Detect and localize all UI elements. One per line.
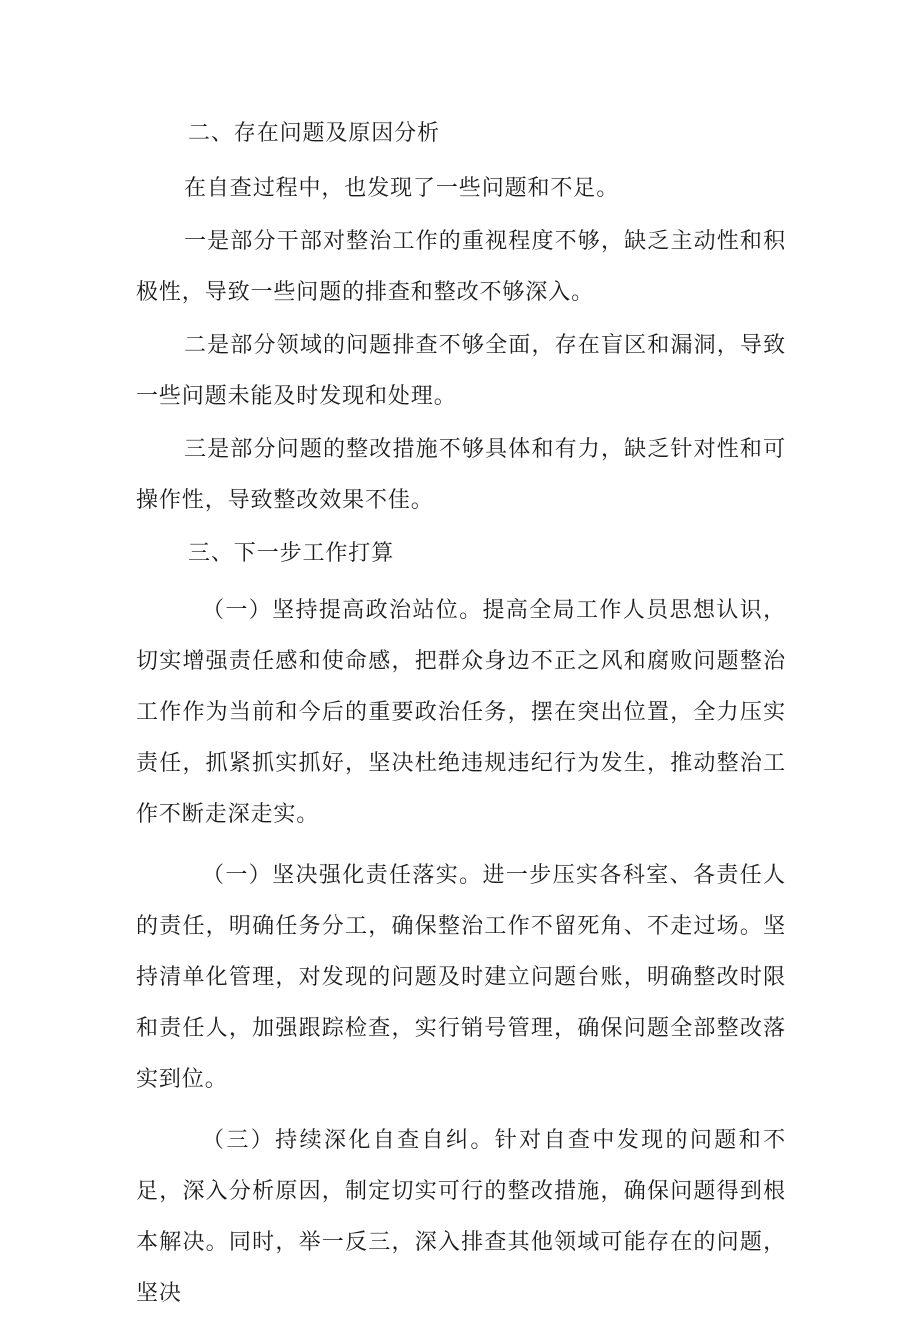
paragraph-plan-item-3: （三）持续深化自查自纠。针对自查中发现的问题和不足，深入分析原因，制定切实可行的整改措施，确保问题得到根本解决。同时，举一反三，深入排查其他领域可能存在的问题，坚决 — [136, 1128, 786, 1306]
paragraph-plan-item-2: （一）坚决强化责任落实。进一步压实各科室、各责任人的责任，明确任务分工，确保整治工作不留死角、不走过场。坚持清单化管理，对发现的问题及时建立问题台账，明确整改时限和责任人，加强跟踪检查，实行销号管理，确保问题全部整改落实到位。 — [136, 863, 786, 1092]
paragraph-plan-item-1: （一）坚持提高政治站位。提高全局工作人员思想认识，切实增强责任感和使命感，把群众身边不正之风和腐败问题整治工作作为当前和今后的重要政治任务，摆在突出位置，全力压实责任，抓紧抓实抓好，坚决杜绝违规违纪行为发生，推动整治工作不断走深走实。 — [136, 598, 786, 827]
document-page — [136, 108, 786, 1319]
section-heading-problems: 二、存在问题及原因分析 — [188, 121, 440, 146]
section-heading-next-steps: 三、下一步工作打算 — [188, 541, 395, 566]
paragraph-intro: 在自查过程中，也发现了一些问题和不足。 — [184, 176, 620, 201]
paragraph-problem-two: 二是部分领域的问题排查不够全面，存在盲区和漏洞，导致一些问题未能及时发现和处理。 — [136, 333, 786, 409]
paragraph-problem-one: 一是部分干部对整治工作的重视程度不够，缺乏主动性和积极性，导致一些问题的排查和整改不够深入。 — [136, 229, 786, 305]
paragraph-problem-three: 三是部分问题的整改措施不够具体和有力，缺乏针对性和可操作性，导致整改效果不佳。 — [136, 437, 786, 513]
